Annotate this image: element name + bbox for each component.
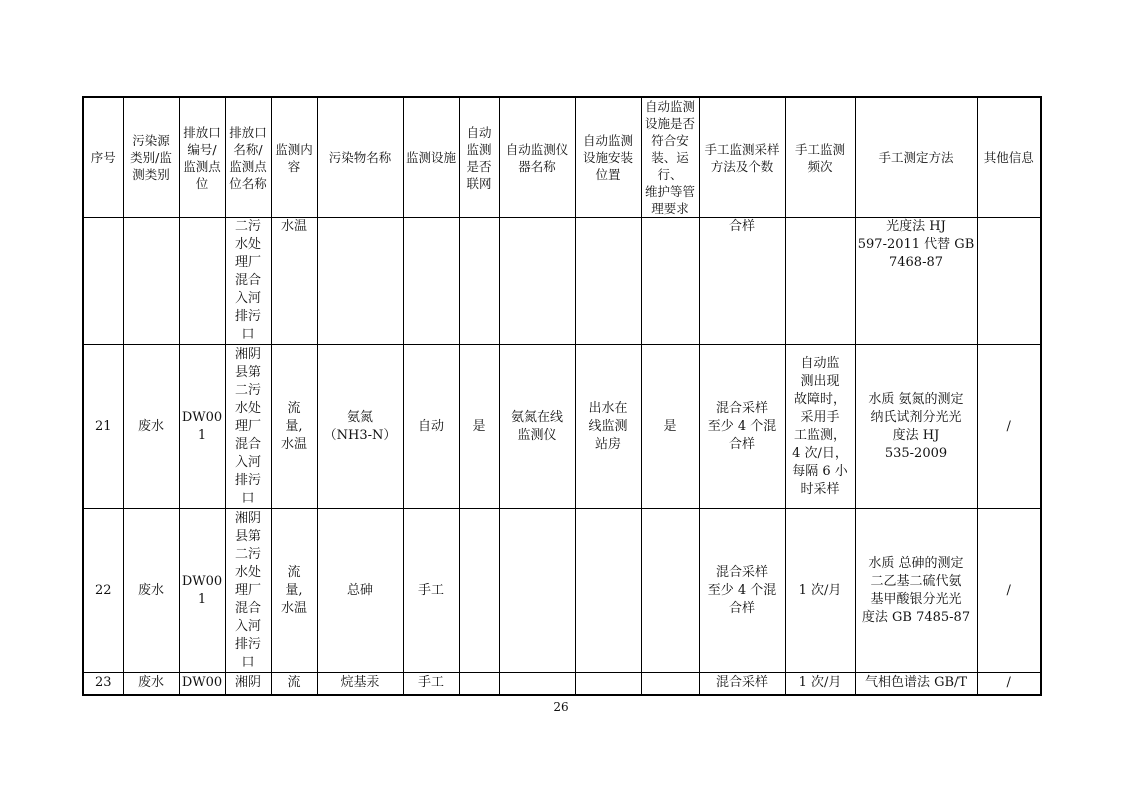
cell-networked <box>459 673 499 695</box>
cell-manual-method: 水质 总砷的测定 二乙基二硫代氨 基甲酸银分光光 度法 GB 7485-87 <box>855 509 977 673</box>
cell-facility: 自动 <box>403 345 459 509</box>
cell-instrument <box>499 673 575 695</box>
cell-networked: 是 <box>459 345 499 509</box>
header-install-location: 自动监测 设施安装 位置 <box>575 97 641 218</box>
cell-other-info: / <box>977 673 1041 695</box>
cell-outlet-code: DW00 <box>179 673 225 695</box>
cell-outlet-name: 湘阴 县第 二污 水处 理厂 混合 入河 排污 口 <box>225 345 271 509</box>
cell-install-location: 出水在 线监测 站房 <box>575 345 641 509</box>
cell-other-info: / <box>977 345 1041 509</box>
cell-other-info <box>977 218 1041 345</box>
cell-networked <box>459 218 499 345</box>
header-outlet-name: 排放口 名称/ 监测点 位名称 <box>225 97 271 218</box>
header-compliance: 自动监测 设施是否 符合安 装、运行、 维护等管 理要求 <box>641 97 699 218</box>
cell-outlet-name: 二污 水处 理厂 混合 入河 排污 口 <box>225 218 271 345</box>
table-row <box>83 345 1041 509</box>
cell-outlet-code: DW00 1 <box>179 345 225 509</box>
cell-source-category: 废水 <box>123 673 179 695</box>
header-source-category: 污染源 类别/监 测类别 <box>123 97 179 218</box>
header-seq: 序号 <box>83 97 123 218</box>
cell-install-location <box>575 673 641 695</box>
cell-source-category: 废水 <box>123 345 179 509</box>
table-row <box>83 218 1041 345</box>
cell-instrument <box>499 509 575 673</box>
header-instrument: 自动监测仪 器名称 <box>499 97 575 218</box>
cell-manual-sampling: 合样 <box>699 218 785 345</box>
cell-install-location <box>575 218 641 345</box>
cell-manual-frequency <box>785 218 855 345</box>
cell-seq: 21 <box>83 345 123 509</box>
cell-seq: 23 <box>83 673 123 695</box>
cell-manual-frequency: 1 次/月 <box>785 509 855 673</box>
cell-monitor-content: 流 <box>271 673 317 695</box>
cell-manual-method: 水质 氨氮的测定 纳氏试剂分光光 度法 HJ 535-2009 <box>855 345 977 509</box>
table-row <box>83 509 1041 673</box>
header-manual-frequency: 手工监测 频次 <box>785 97 855 218</box>
cell-manual-sampling: 混合采样 至少 4 个混 合样 <box>699 509 785 673</box>
cell-manual-method: 气相色谱法 GB/T <box>855 673 977 695</box>
cell-source-category <box>123 218 179 345</box>
cell-compliance <box>641 218 699 345</box>
cell-compliance <box>641 509 699 673</box>
cell-pollutant <box>317 218 403 345</box>
cell-seq <box>83 218 123 345</box>
monitoring-table <box>82 96 1042 696</box>
header-outlet-code: 排放口 编号/ 监测点 位 <box>179 97 225 218</box>
cell-monitor-content: 流 量, 水温 <box>271 345 317 509</box>
cell-facility: 手工 <box>403 509 459 673</box>
cell-pollutant: 氨氮 （NH3-N） <box>317 345 403 509</box>
cell-compliance: 是 <box>641 345 699 509</box>
cell-outlet-code: DW00 1 <box>179 509 225 673</box>
cell-facility <box>403 218 459 345</box>
cell-pollutant: 烷基汞 <box>317 673 403 695</box>
cell-manual-sampling: 混合采样 至少 4 个混 合样 <box>699 345 785 509</box>
cell-other-info: / <box>977 509 1041 673</box>
cell-facility: 手工 <box>403 673 459 695</box>
header-facility: 监测设施 <box>403 97 459 218</box>
cell-manual-method: 光度法 HJ 597-2011 代替 GB 7468-87 <box>855 218 977 345</box>
cell-outlet-name: 湘阴 <box>225 673 271 695</box>
header-monitor-content: 监测内 容 <box>271 97 317 218</box>
cell-manual-frequency: 1 次/月 <box>785 673 855 695</box>
page-number: 26 <box>553 700 569 714</box>
cell-source-category: 废水 <box>123 509 179 673</box>
header-manual-sampling: 手工监测采样 方法及个数 <box>699 97 785 218</box>
header-networked: 自动 监测 是否 联网 <box>459 97 499 218</box>
table-row <box>83 673 1041 695</box>
cell-manual-sampling: 混合采样 <box>699 673 785 695</box>
cell-monitor-content: 水温 <box>271 218 317 345</box>
header-pollutant: 污染物名称 <box>317 97 403 218</box>
cell-install-location <box>575 509 641 673</box>
cell-outlet-code <box>179 218 225 345</box>
header-row <box>83 97 1041 218</box>
cell-instrument: 氨氮在线 监测仪 <box>499 345 575 509</box>
cell-compliance <box>641 673 699 695</box>
cell-instrument <box>499 218 575 345</box>
cell-seq: 22 <box>83 509 123 673</box>
cell-outlet-name: 湘阴 县第 二污 水处 理厂 混合 入河 排污 口 <box>225 509 271 673</box>
cell-pollutant: 总砷 <box>317 509 403 673</box>
cell-networked <box>459 509 499 673</box>
cell-monitor-content: 流 量, 水温 <box>271 509 317 673</box>
header-other-info: 其他信息 <box>977 97 1041 218</box>
header-manual-method: 手工测定方法 <box>855 97 977 218</box>
cell-manual-frequency: 自动监 测出现 故障时， 采用手 工监测， 4 次/日， 每隔 6 小 时采样 <box>785 345 855 509</box>
